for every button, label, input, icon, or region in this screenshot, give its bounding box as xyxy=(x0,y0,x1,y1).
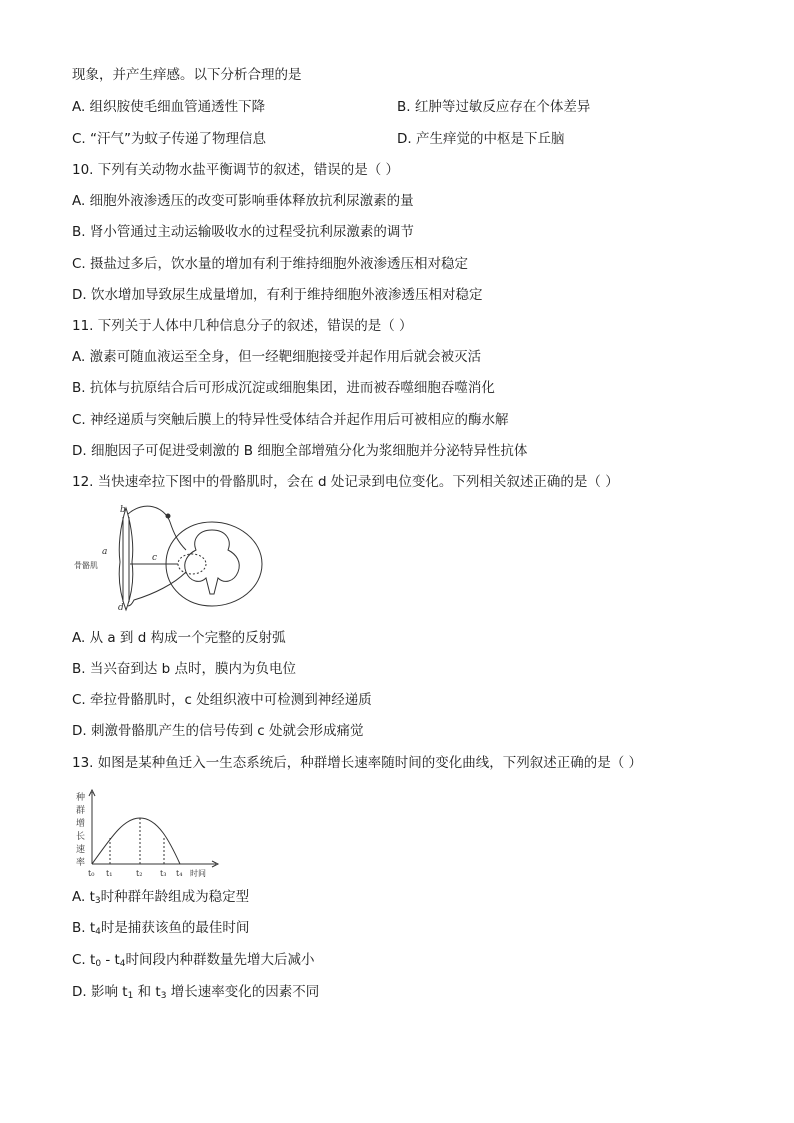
ylabel-char-1: 种 xyxy=(76,793,86,803)
q9-option-d[interactable]: D. 产生痒觉的中枢是下丘脑 xyxy=(397,131,565,147)
q12-option-a[interactable]: A. 从 a 到 d 构成一个完整的反射弧 xyxy=(72,630,286,646)
tick-t1: t₁ xyxy=(106,869,113,878)
tick-t2: t₂ xyxy=(136,869,143,878)
q13-c-sub-1: 0 xyxy=(95,959,102,969)
q13-option-d[interactable] xyxy=(72,983,319,1005)
q9-option-c[interactable]: C. “汗气”为蚊子传递了物理信息 xyxy=(72,131,266,147)
q9-option-b[interactable]: B. 红肿等过敏反应存在个体差异 xyxy=(397,99,591,115)
ylabel-char-5: 速 xyxy=(76,845,86,855)
q10-option-b[interactable]: B. 肾小管通过主动运输吸收水的过程受抗利尿激素的调节 xyxy=(72,224,414,240)
q13-d-sub-1: 1 xyxy=(127,991,134,1001)
q10-option-d[interactable]: D. 饮水增加导致尿生成量增加，有利于维持细胞外液渗透压相对稳定 xyxy=(72,287,483,303)
growth-curve xyxy=(92,818,180,864)
q12-stem: 12. 当快速牵拉下图中的骨骼肌时，会在 d 处记录到电位变化。下列相关叙述正确的是（ ） xyxy=(72,474,619,490)
q13-a-text: A. t xyxy=(72,889,95,905)
q12-option-c[interactable]: C. 牵拉骨骼肌时，c 处组织液中可检测到神经递质 xyxy=(72,692,372,708)
q13-b-sub: 4 xyxy=(95,927,101,937)
label-muscle: 骨骼肌 xyxy=(74,561,98,570)
q13-a-text-2: 时种群年龄组成为稳定型 xyxy=(100,889,250,905)
label-a: a xyxy=(102,547,108,557)
growth-rate-chart xyxy=(72,786,222,882)
q13-c-sub-2: 4 xyxy=(119,959,126,969)
muscle-shape xyxy=(119,508,133,610)
q13-c-text-2: - t xyxy=(101,952,120,968)
q13-option-a[interactable] xyxy=(72,888,249,910)
reflex-arc-figure xyxy=(74,502,284,614)
q13-d-text-3: 增长速率变化的因素不同 xyxy=(166,984,320,1000)
q9-option-a[interactable]: A. 组织胺使毛细血管通透性下降 xyxy=(72,99,266,115)
q10-stem: 10. 下列有关动物水盐平衡调节的叙述，错误的是（ ） xyxy=(72,162,400,178)
q10-option-a[interactable]: A. 细胞外液渗透压的改变可影响垂体释放抗利尿激素的量 xyxy=(72,193,414,209)
q13-b-text: B. t xyxy=(72,920,96,936)
ylabel-char-6: 率 xyxy=(76,858,86,868)
q13-d-sub-2: 3 xyxy=(160,991,167,1001)
q11-option-d[interactable]: D. 细胞因子可促进受刺激的 B 细胞全部增殖分化为浆细胞并分泌特异性抗体 xyxy=(72,443,528,459)
q12-option-b[interactable]: B. 当兴奋到达 b 点时，膜内为负电位 xyxy=(72,661,296,677)
q13-option-b[interactable] xyxy=(72,919,249,941)
q11-stem: 11. 下列关于人体中几种信息分子的叙述，错误的是（ ） xyxy=(72,318,413,334)
q12-option-d[interactable]: D. 刺激骨骼肌产生的信号传到 c 处就会形成痛觉 xyxy=(72,723,364,739)
ylabel-char-2: 群 xyxy=(76,806,86,816)
tick-t4: t₄ xyxy=(176,869,183,878)
label-d: d xyxy=(118,603,124,613)
q13-d-text: D. 影响 t xyxy=(72,984,128,1000)
q13-c-text-3: 时间段内种群数量先增大后减小 xyxy=(125,952,315,968)
q11-option-b[interactable]: B. 抗体与抗原结合后可形成沉淀或细胞集团，进而被吞噬细胞吞噬消化 xyxy=(72,380,495,396)
q10-option-c[interactable]: C. 摄盐过多后，饮水量的增加有利于维持细胞外液渗透压相对稳定 xyxy=(72,256,469,272)
q13-b-text-2: 时是捕获该鱼的最佳时间 xyxy=(100,920,250,936)
intro-line: 现象，并产生痒感。以下分析合理的是 xyxy=(72,67,302,83)
q13-option-c[interactable] xyxy=(72,951,315,973)
tick-t0: t₀ xyxy=(88,869,95,878)
xlabel: 时间 xyxy=(190,869,206,878)
label-b: b xyxy=(120,505,126,515)
ylabel-char-4: 长 xyxy=(76,832,86,842)
ylabel-char-3: 增 xyxy=(76,819,86,829)
tick-t3: t₃ xyxy=(160,869,167,878)
q11-option-c[interactable]: C. 神经递质与突触后膜上的特异性受体结合并起作用后可被相应的酶水解 xyxy=(72,412,509,428)
label-c: c xyxy=(152,553,158,563)
q13-d-text-2: 和 t xyxy=(133,984,161,1000)
q11-option-a[interactable]: A. 激素可随血液运至全身，但一经靶细胞接受并起作用后就会被灭活 xyxy=(72,349,482,365)
q13-stem: 13. 如图是某种鱼迁入一生态系统后，种群增长速率随时间的变化曲线，下列叙述正确的是（ ） xyxy=(72,755,643,771)
q13-c-text: C. t xyxy=(72,952,96,968)
q13-a-sub: 3 xyxy=(94,896,101,906)
